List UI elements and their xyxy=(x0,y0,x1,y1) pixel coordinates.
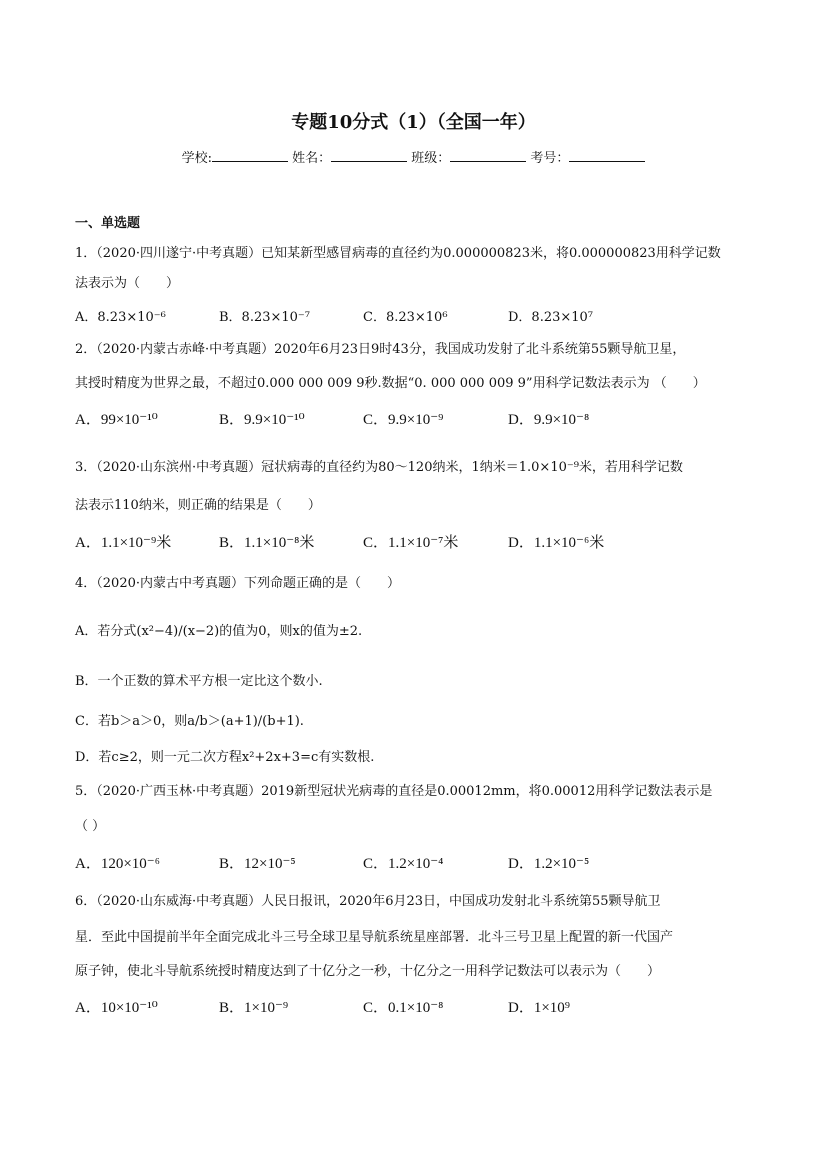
q6-option-b[interactable]: B．1×10⁻⁹ xyxy=(219,1000,289,1016)
q6-stem-line3: 原子钟，使北斗导航系统授时精度达到了十亿分之一秒，十亿分之一用科学记数法可以表示为（ ） xyxy=(75,964,661,979)
q4-option-c[interactable]: C．若b＞a＞0，则a/b＞(a+1)/(b+1). xyxy=(75,714,304,729)
q2-option-d[interactable]: D．9.9×10⁻⁸ xyxy=(508,412,590,428)
q4-option-d[interactable]: D．若c≥2，则一元二次方程x²+2x+3=c有实数根. xyxy=(75,750,375,765)
q3-stem-line2: 法表示110纳米，则正确的结果是（ ） xyxy=(75,498,321,513)
name-blank[interactable] xyxy=(331,149,407,162)
q6-stem-line1: 6．（2020·山东威海·中考真题）人民日报讯，2020年6月23日，中国成功发射北斗系统第55颗导航卫 xyxy=(75,894,661,909)
class-blank[interactable] xyxy=(450,149,526,162)
q2-option-c[interactable]: C．9.9×10⁻⁹ xyxy=(363,412,444,428)
q1-stem-line1: 1．（2020·四川遂宁·中考真题）已知某新型感冒病毒的直径约为0.000000823米，将0.000000823用科学记数 xyxy=(75,246,721,261)
q1-option-b[interactable]: B．8.23×10⁻⁷ xyxy=(219,310,311,325)
q2-stem-line2: 其授时精度为世界之最，不超过0.000 000 009 9秒.数据“0. 000 000 009 9”用科学记数法表示为 （ ） xyxy=(75,376,706,391)
q3-option-d[interactable]: D．1.1×10⁻⁶米 xyxy=(508,535,605,551)
student-info-line xyxy=(0,147,827,166)
q5-option-b[interactable]: B．12×10⁻⁵ xyxy=(219,856,296,872)
q2-option-a[interactable]: A．99×10⁻¹⁰ xyxy=(75,412,158,428)
school-label: 学校: xyxy=(181,151,212,166)
section-heading: 一、单选题 xyxy=(75,216,141,231)
q6-option-a[interactable]: A．10×10⁻¹⁰ xyxy=(75,1000,158,1016)
q6-option-d[interactable]: D．1×10⁹ xyxy=(508,1000,571,1016)
q5-option-d[interactable]: D．1.2×10⁻⁵ xyxy=(508,856,590,872)
q4-stem-line1: 4．（2020·内蒙古中考真题）下列命题正确的是（ ） xyxy=(75,576,400,591)
page-title: 专题10分式（1）（全国一年） xyxy=(291,112,536,133)
q3-option-c[interactable]: C．1.1×10⁻⁷米 xyxy=(363,535,459,551)
exam-no-label: 考号： xyxy=(530,151,570,166)
q5-option-a[interactable]: A．120×10⁻⁶ xyxy=(75,856,160,872)
name-label: 姓名： xyxy=(292,151,332,166)
q1-stem-line2: 法表示为（ ） xyxy=(75,276,180,291)
q4-option-a[interactable]: A．若分式(x²−4)/(x−2)的值为0，则x的值为±2. xyxy=(75,624,363,639)
class-label: 班级： xyxy=(411,151,451,166)
school-blank[interactable] xyxy=(212,149,288,162)
q4-option-b[interactable]: B．一个正数的算术平方根一定比这个数小. xyxy=(75,674,323,689)
q5-stem-line2: （ ） xyxy=(75,819,106,834)
exam-no-blank[interactable] xyxy=(569,149,645,162)
q2-option-b[interactable]: B．9.9×10⁻¹⁰ xyxy=(219,412,305,428)
q5-stem-line1: 5．（2020·广西玉林·中考真题）2019新型冠状光病毒的直径是0.00012mm，将0.00012用科学记数法表示是 xyxy=(75,784,713,799)
q3-stem-line1: 3．（2020·山东滨州·中考真题）冠状病毒的直径约为80～120纳米，1纳米＝1.0×10⁻⁹米，若用科学记数 xyxy=(75,460,683,475)
q2-stem-line1: 2．（2020·内蒙古赤峰·中考真题）2020年6月23日9时43分，我国成功发射了北斗系统第55颗导航卫星， xyxy=(75,342,686,357)
q6-option-c[interactable]: C．0.1×10⁻⁸ xyxy=(363,1000,444,1016)
q6-stem-line2: 星．至此中国提前半年全面完成北斗三号全球卫星导航系统星座部署．北斗三号卫星上配置的新一代国产 xyxy=(75,930,674,945)
q1-option-c[interactable]: C．8.23×10⁶ xyxy=(363,310,448,325)
q3-option-b[interactable]: B．1.1×10⁻⁸米 xyxy=(219,535,315,551)
q3-option-a[interactable]: A．1.1×10⁻⁹米 xyxy=(75,535,172,551)
q5-option-c[interactable]: C．1.2×10⁻⁴ xyxy=(363,856,444,872)
q1-option-d[interactable]: D．8.23×10⁷ xyxy=(508,310,594,325)
q1-option-a[interactable]: A．8.23×10⁻⁶ xyxy=(75,310,166,325)
